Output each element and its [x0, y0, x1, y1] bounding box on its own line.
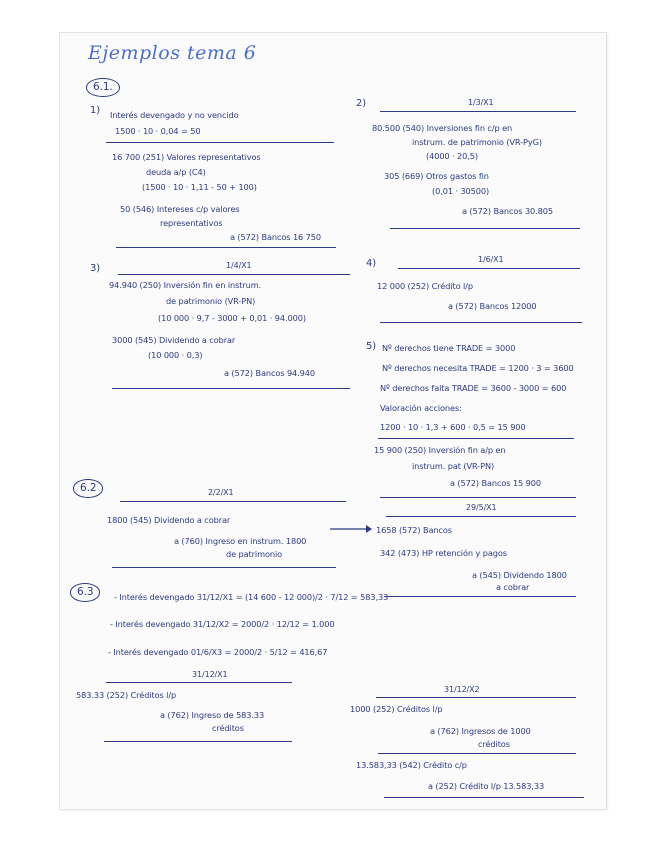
entry-line: 342 (473) HP retención y pagos	[380, 548, 507, 558]
entry-line: (1500 · 10 · 1,11 - 50 + 100)	[142, 182, 257, 192]
entry-line: a cobrar	[496, 582, 530, 592]
entry-date: 2/2/X1	[208, 488, 234, 497]
section-6-2-label: 6.2	[73, 479, 103, 498]
entry-separator	[118, 274, 350, 275]
entry-line: 15 900 (250) Inversión fin a/p en	[374, 445, 506, 455]
entry-separator	[378, 438, 574, 439]
entry-separator	[380, 111, 576, 112]
section-6-3-label: 6.3	[70, 583, 100, 602]
entry-line: a (760) Ingreso en instrum. 1800	[174, 536, 307, 546]
entry-line: 50 (546) Intereses c/p valores	[120, 204, 240, 214]
section-6-1-label: 6.1.	[86, 78, 120, 97]
entry-line: a (572) Bancos 16 750	[230, 232, 321, 242]
entry-separator	[116, 247, 336, 248]
entry-separator	[104, 741, 292, 742]
entry-line: a (762) Ingresos de 1000	[430, 726, 531, 736]
entry-separator	[384, 596, 576, 597]
entry-line: 94.940 (250) Inversión fin en instrum.	[109, 280, 262, 290]
entry-separator	[112, 567, 336, 568]
entry-separator	[380, 497, 576, 498]
entry-line: créditos	[212, 723, 244, 733]
exercise-number: 5)	[366, 341, 377, 352]
entry-line: - Interés devengado 31/12/X2 = 2000/2 · 12/12 = 1.000	[110, 619, 335, 629]
entry-date: 1/3/X1	[468, 98, 494, 107]
entry-line: 16 700 (251) Valores representativos	[112, 152, 261, 162]
entry-line: - Interés devengado 01/6/X3 = 2000/2 · 5/12 = 416,67	[108, 647, 328, 657]
entry-separator	[398, 268, 580, 269]
arrow-icon	[328, 523, 372, 535]
entry-date: 31/12/X2	[444, 685, 480, 694]
entry-line: 583.33 (252) Créditos l/p	[76, 690, 177, 700]
entry-line: de patrimonio (VR-PN)	[166, 296, 256, 306]
entry-date: 29/5/X1	[466, 503, 497, 512]
entry-line: a (572) Bancos 12000	[448, 301, 537, 311]
entry-line: a (545) Dividendo 1800	[472, 570, 567, 580]
entry-separator	[120, 501, 346, 502]
page-title: Ejemplos tema 6	[88, 42, 257, 64]
entry-line: (10 000 · 0,3)	[148, 350, 203, 360]
entry-line: créditos	[478, 739, 510, 749]
entry-line: instrum. pat (VR-PN)	[412, 461, 495, 471]
entry-date: 1/4/X1	[226, 261, 252, 270]
entry-line: a (572) Bancos 94.940	[224, 368, 315, 378]
entry-line: representativos	[160, 218, 223, 228]
entry-date: 1/6/X1	[478, 255, 504, 264]
entry-line: a (572) Bancos 30.805	[462, 206, 553, 216]
exercise-number: 3)	[90, 263, 101, 274]
entry-line: 3000 (545) Dividendo a cobrar	[112, 335, 236, 345]
entry-line: Interés devengado y no vencido	[110, 110, 239, 120]
entry-line: 305 (669) Otros gastos fin	[384, 171, 489, 181]
entry-separator	[112, 388, 350, 389]
entry-separator	[380, 322, 582, 323]
entry-line: 80.500 (540) Inversiones fin c/p en	[372, 123, 513, 133]
entry-separator	[378, 753, 576, 754]
entry-line: (4000 · 20,5)	[426, 151, 478, 161]
entry-line: - Interés devengado 31/12/X1 = (14 600 - 12 000)/2 · 7/12 = 583,33	[114, 592, 389, 602]
entry-line: Nº derechos necesita TRADE = 1200 · 3 = 3600	[382, 363, 574, 373]
entry-line: de patrimonio	[226, 549, 283, 559]
entry-separator	[384, 797, 584, 798]
entry-line: (10 000 · 9,7 - 3000 + 0,01 · 94.000)	[158, 313, 306, 323]
entry-line: deuda a/p (C4)	[146, 167, 206, 177]
entry-line: 1658 (572) Bancos	[376, 525, 452, 535]
exercise-number: 1)	[90, 105, 101, 116]
entry-line: 12 000 (252) Crédito l/p	[377, 281, 473, 291]
entry-separator	[106, 142, 334, 143]
entry-line: Nº derechos falta TRADE = 3600 - 3000 = 600	[380, 383, 567, 393]
entry-line: 1500 · 10 · 0,04 = 50	[115, 126, 201, 136]
entry-line: 1000 (252) Créditos l/p	[350, 704, 443, 714]
entry-line: a (572) Bancos 15 900	[450, 478, 541, 488]
exercise-number: 2)	[356, 98, 367, 109]
entry-line: a (762) Ingreso de 583.33	[160, 710, 265, 720]
entry-line: Valoración acciones:	[380, 403, 462, 413]
entry-separator	[390, 228, 580, 229]
entry-separator	[106, 682, 292, 683]
exercise-number: 4)	[366, 258, 377, 269]
entry-line: 1800 (545) Dividendo a cobrar	[107, 515, 231, 525]
entry-line: 1200 · 10 · 1,3 + 600 · 0,5 = 15 900	[380, 422, 526, 432]
entry-line: a (252) Crédito l/p 13.583,33	[428, 781, 545, 791]
entry-line: (0,01 · 30500)	[432, 186, 490, 196]
entry-separator	[376, 697, 576, 698]
entry-line: 13.583,33 (542) Crédito c/p	[356, 760, 467, 770]
entry-line: Nº derechos tiene TRADE = 3000	[382, 343, 516, 353]
entry-line: instrum. de patrimonio (VR-PyG)	[412, 137, 542, 147]
entry-date: 31/12/X1	[192, 670, 228, 679]
entry-separator	[386, 516, 576, 517]
